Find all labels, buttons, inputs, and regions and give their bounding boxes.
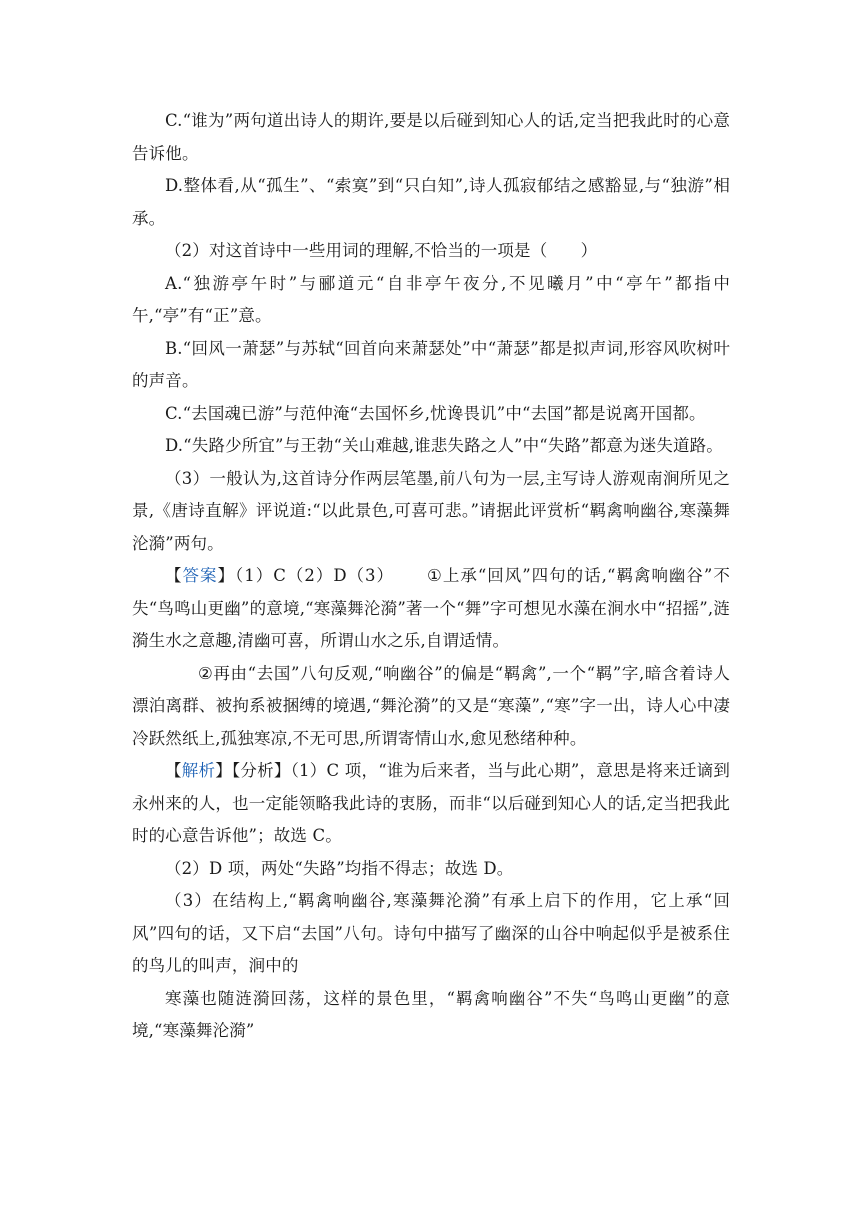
answer-tag-close: 】 bbox=[217, 566, 235, 585]
question3-stem: （3）一般认为,这首诗分作两层笔墨,前八句为一层,主写诗人游观南涧所见之景,《唐诗直解》评说道:“以此景色,可喜可悲。”请据此评赏析“羁禽响幽谷,寒藻舞沦漪”两句。 bbox=[132, 468, 730, 553]
analysis-sub-tag: 【分析】 bbox=[231, 761, 291, 780]
answer-point-2: 再由“去国”八句反观,“响幽谷”的偏是“羁禽”,一个“羁”字,暗含着诗人漂泊离群、被拘系被捆缚的境遇,“舞沦漪”的又是“寒藻”,“寒”字一出，诗人心中凄冷跃然纸上,孤独寒凉,不无可思,所谓寄情山水,愈见愁绪种种。 bbox=[132, 663, 730, 748]
answer-paragraph bbox=[132, 560, 730, 658]
question1-option-c: C.“谁为”两句道出诗人的期许,要是以后碰到知心人的话,定当把我此时的心意告诉他。 bbox=[132, 111, 730, 163]
question2-option-a: A.“独游亭午时”与郦道元“自非亭午夜分,不见曦月”中“亭午”都指中午,“亭”有“正”意。 bbox=[132, 273, 730, 325]
question2-option-d: D.“失路少所宜”与王勃“关山难越,谁悲失路之人”中“失路”都意为迷失道路。 bbox=[165, 436, 723, 455]
circle-number-1: ① bbox=[427, 566, 442, 585]
analysis-part-3: （3）在结构上,“羁禽响幽谷,寒藻舞沦漪”有承上启下的作用，它上承“回风”四句的话，又下启“去国”八句。诗句中描写了幽深的山谷中响起似乎是被系住的鸟儿的叫声，涧中的 bbox=[132, 891, 730, 975]
answer-tag-label: 答案 bbox=[182, 566, 218, 585]
analysis-part-2: （2）D 项，两处“失路”均指不得志；故选 D。 bbox=[165, 858, 514, 878]
question2-option-b: B.“回风一萧瑟”与苏轼“回首向来萧瑟处”中“萧瑟”都是拟声词,形容风吹树叶的声音。 bbox=[132, 338, 730, 390]
analysis-paragraph bbox=[132, 755, 730, 853]
question2-option-c: C.“去国魂已游”与范仲淹“去国怀乡,忧谗畏讥”中“去国”都是说离开国都。 bbox=[165, 403, 706, 423]
analysis-part-1: （1）C 项，“谁为后来者，当与此心期”，意思是将来迁谪到永州来的人，也一定能领略我此诗的衷肠，而非“以后碰到知心人的话,定当把我此时的心意告诉他”；故选 C。 bbox=[132, 761, 730, 845]
answer-tag-open: 【 bbox=[165, 566, 183, 585]
question1-option-d: D.整体看,从“孤生”、“索寞”到“只白知”,诗人孤寂郁结之感豁显,与“独游”相承。 bbox=[132, 176, 730, 228]
analysis-tag-label: 解析 bbox=[181, 761, 216, 780]
analysis-tag-close: 】 bbox=[215, 761, 232, 780]
circle-number-2: ② bbox=[198, 663, 213, 683]
question2-stem: （2）对这首诗中一些用词的理解,不恰当的一项是（ ） bbox=[165, 241, 598, 260]
analysis-part-4: 寒藻也随涟漪回荡，这样的景色里，“羁禽响幽谷”不失“鸟鸣山更幽”的意境,“寒藻舞沦漪” bbox=[132, 988, 730, 1040]
document-page bbox=[132, 105, 730, 1048]
analysis-tag-open: 【 bbox=[165, 761, 182, 780]
answer-choices: （1）C（2）D（3） bbox=[235, 566, 395, 585]
answer-point-1: 上承“回风”四句的话,“羁禽响幽谷”不失“鸟鸣山更幽”的意境,“寒藻舞沦漪”著一个“舞”字可想见水藻在涧水中“招摇”,涟漪生水之意趣,清幽可喜，所谓山水之乐,自谓适情。 bbox=[132, 566, 730, 650]
answer-point-2-paragraph bbox=[132, 658, 730, 756]
